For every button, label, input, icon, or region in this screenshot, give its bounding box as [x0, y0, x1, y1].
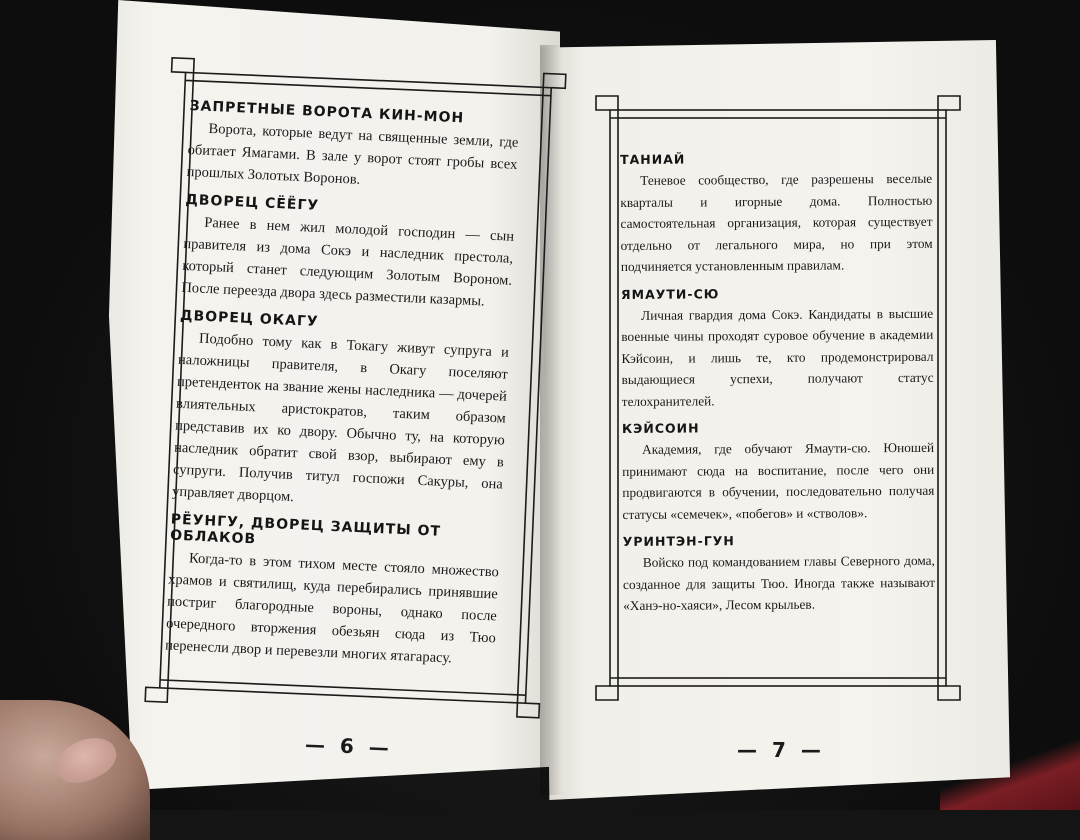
section [620, 150, 933, 278]
section-text: Теневое сообщество, где разрешены веселые кварталы и игорные дома. Полностью самостоятельная организация, которая существует отдельно от легального мира, но при этом подчиняется установленным правилам. [620, 170, 933, 274]
left-page-text [164, 98, 519, 680]
section-heading: РЁУНГУ, ДВОРЕЦ ЗАЩИТЫ ОТ ОБЛАКОВ [169, 511, 442, 548]
section-text: Личная гвардия дома Сокэ. Кандидаты в высшие военные чины проходят суровое обучение в академии Кэйсоин, и лишь те, кто продемонстрировал выдающиеся успехи, получают статус телохранителей. [621, 305, 934, 409]
section-text: Ранее в нем жил молодой господин — сын правителя из дома Сокэ и наследник престола, который станет следующим Золотым Вороном. После переезда двора здесь разместили казармы. [181, 214, 515, 310]
section [621, 284, 934, 412]
section [165, 512, 501, 672]
section [172, 308, 511, 518]
section-heading: УРИНТЭН-ГУН [622, 533, 735, 549]
section-heading: ЯМАУТИ-СЮ [620, 285, 720, 302]
section [186, 98, 520, 198]
page-number-left: — 6 — [304, 732, 394, 760]
section-text: Ворота, которые ведут на священные земли, где обитает Ямагами. В зале у ворот стоят гробы всех прошлых Золотых Воронов. [186, 120, 519, 188]
section-heading: ЗАПРЕТНЫЕ ВОРОТА КИН-МОН [189, 98, 465, 127]
section-heading: ДВОРЕЦ СЁЁГУ [185, 191, 320, 214]
section-heading: ДВОРЕЦ ОКАГУ [179, 307, 319, 331]
right-page-text [620, 150, 935, 626]
section-heading: КЭЙСОИН [621, 420, 700, 436]
section-text: Академия, где обучают Ямаути-сю. Юношей принимают сюда на воспитание, после чего они продвигаются в обучении, последовательно получая статусы «семечек», «побегов» и «стволов». [622, 439, 935, 522]
page-number-right: — 7 — [737, 738, 825, 762]
section [623, 532, 936, 617]
section-heading: ТАНИАЙ [620, 151, 686, 167]
section-text: Когда-то в этом тихом месте стояло множество храмов и святилищ, куда перебирались принявшие постриг благородные вороны, однако после очередного вторжения обезьян сюда из Тюо перенесли двор и перевезли многих ятагарасу. [164, 550, 500, 667]
section-text: Войско под командованием главы Северного дома, созданное для защиты Тюо. Иногда также называют «Ханэ-но-хаяси», Лесом крыльев. [622, 552, 936, 613]
section-text: Подобно тому как в Токагу живут супруга и наложницы правителя, в Окагу поселяют претенденток на звание жены наследника — дочерей влиятельных аристократов, таким образом представив их ко двору. Обычно ту, на которую наследник обратит свой взор, выбирают ему в супруги. Получив титул госпожи Сакуры, она управляет дворцом. [171, 330, 510, 506]
section [181, 192, 516, 314]
section [622, 419, 935, 525]
